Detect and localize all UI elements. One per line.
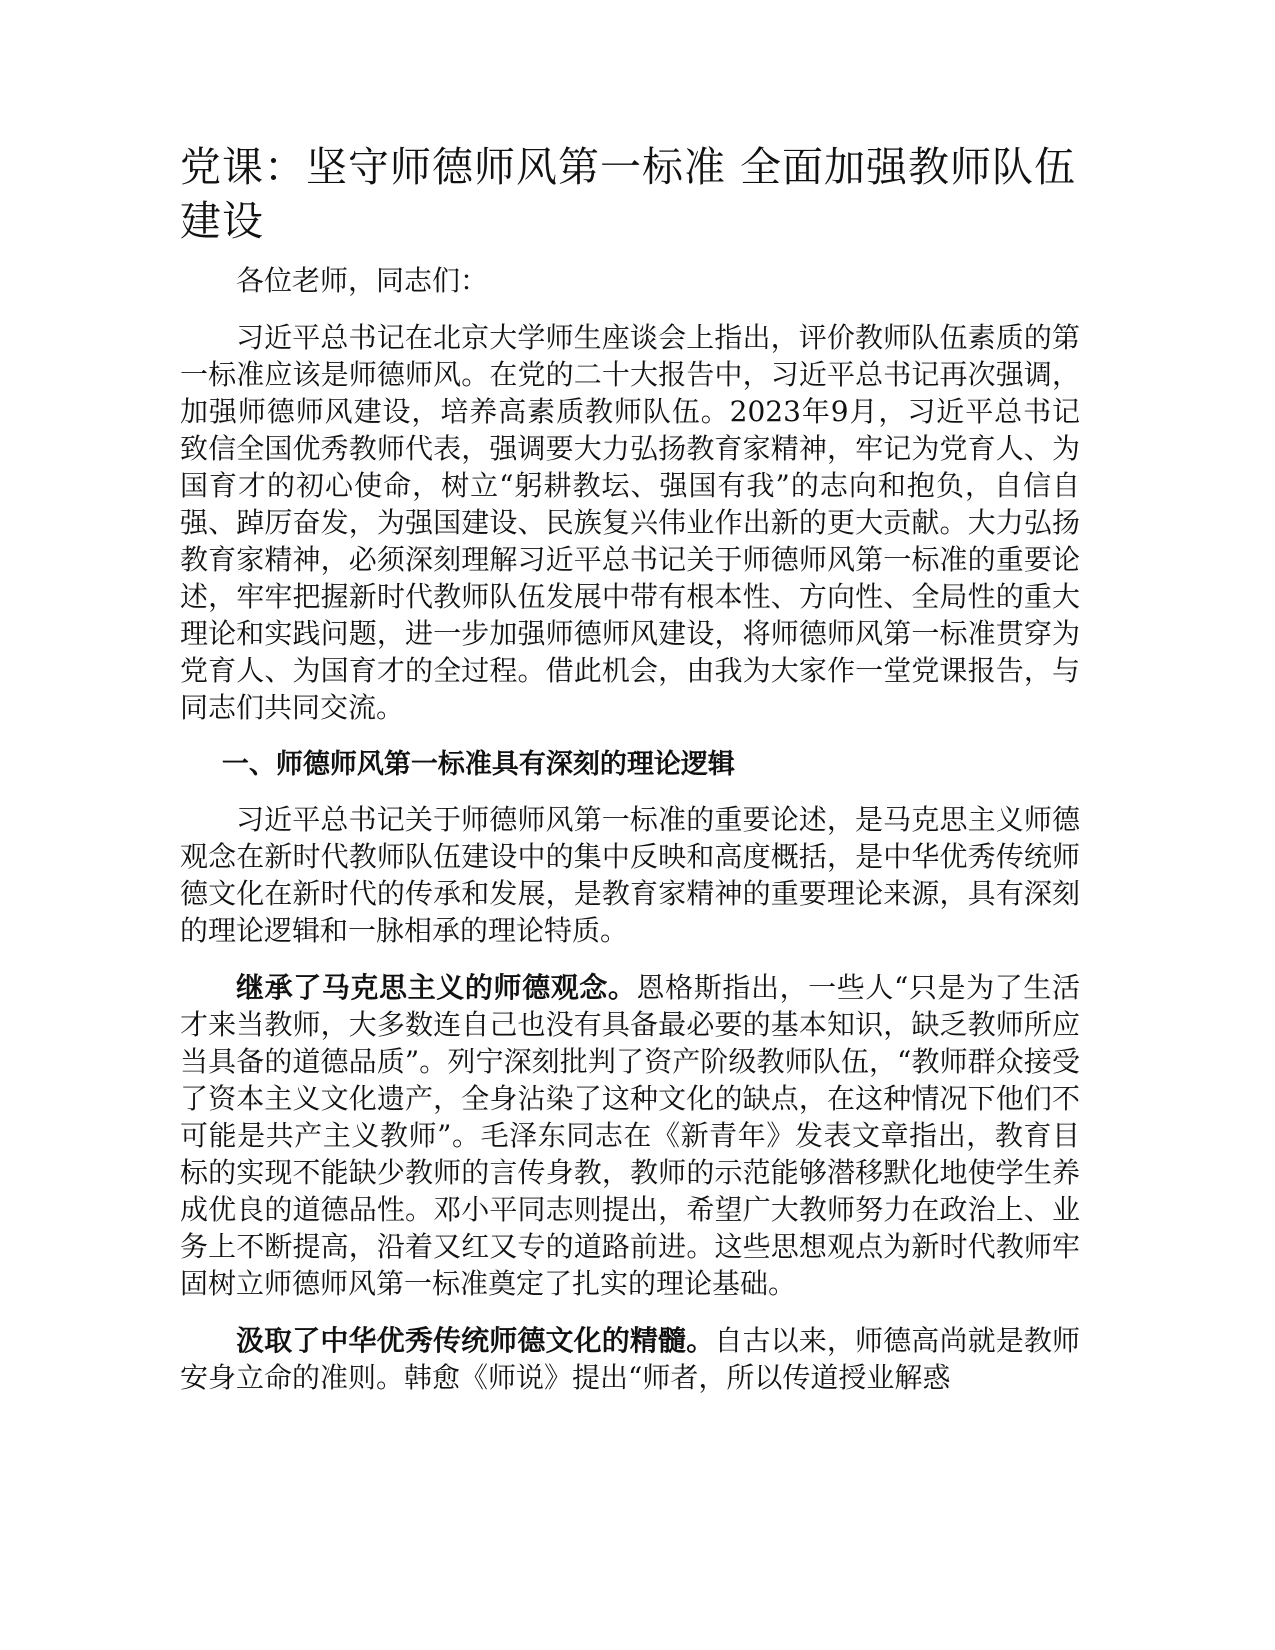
greeting: 各位老师，同志们： (236, 264, 489, 297)
point-text: 自古以来，师德高尚就是教师安身立命的准则。韩愈《师说》提出“师者，所以传道授业解惑 (180, 1324, 1080, 1394)
point-paragraph-marxism (180, 969, 1080, 1302)
document-title: 党课：坚守师德师风第一标准 全面加强教师队伍建设 (180, 143, 1077, 245)
intro-paragraph: 习近平总书记在北京大学师生座谈会上指出，评价教师队伍素质的第一标准应该是师德师风。在党的二十大报告中，习近平总书记再次强调，加强师德师风建设，培养高素质教师队伍。2023年9月，习近平总书记致信全国优秀教师代表，强调要大力弘扬教育家精神，牢记为党育人、为国育才的初心使命，树立“躬耕教坛、强国有我”的志向和抱负，自信自强、踔厉奋发，为强国建设、民族复兴伟业作出新的更大贡献。大力弘扬教育家精神，必须深刻理解习近平总书记关于师德师风第一标准的重要论述，牢牢把握新时代教师队伍发展中带有根本性、方向性、全局性的重大理论和实践问题，进一步加强师德师风建设，将师德师风第一标准贯穿为党育人、为国育才的全过程。借此机会，由我为大家作一堂党课报告，与同志们共同交流。 (180, 321, 1080, 724)
section-paragraph: 习近平总书记关于师德师风第一标准的重要论述，是马克思主义师德观念在新时代教师队伍建设中的集中反映和高度概括，是中华优秀传统师德文化在新时代的传承和发展，是教育家精神的重要理论来源，具有深刻的理论逻辑和一脉相承的理论特质。 (180, 803, 1080, 947)
point-paragraph-tradition (180, 1322, 1080, 1396)
document-page (180, 140, 1080, 1416)
point-lead: 继承了马克思主义的师德观念。 (236, 971, 637, 1004)
point-text: 恩格斯指出，一些人“只是为了生活才来当教师，大多数连自己也没有具备最必要的基本知识，缺乏教师所应当具备的道德品质”。列宁深刻批判了资产阶级教师队伍，“教师群众接受了资本主义文化遗产，全身沾染了这种文化的缺点，在这种情况下他们不可能是共产主义教师”。毛泽东同志在《新青年》发表文章指出，教育目标的实现不能缺少教师的言传身教，教师的示范能够潜移默化地使学生养成优良的道德品性。邓小平同志则提出，希望广大教师努力在政治上、业务上不断提高，沿着又红又专的道路前进。这些思想观点为新时代教师牢固树立师德师风第一标准奠定了扎实的理论基础。 (180, 971, 1080, 1300)
point-lead: 汲取了中华优秀传统师德文化的精髓。 (236, 1324, 715, 1357)
section-heading: 一、师德师风第一标准具有深刻的理论逻辑 (221, 749, 735, 780)
